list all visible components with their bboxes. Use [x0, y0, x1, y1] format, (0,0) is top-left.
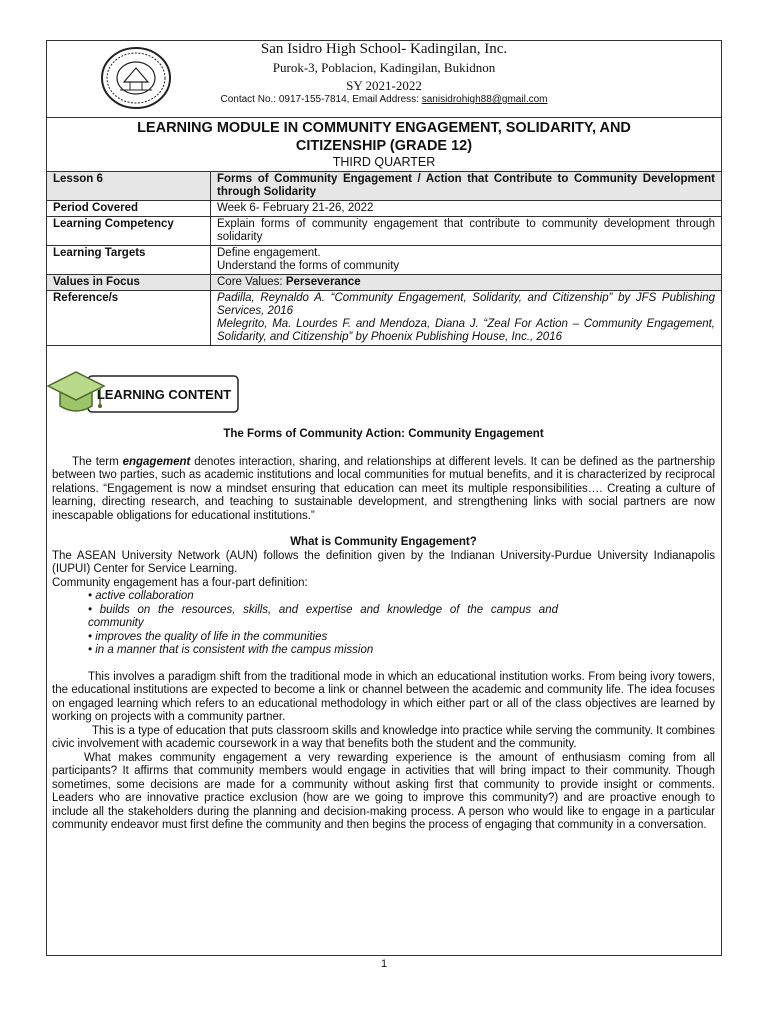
reference-item: Padilla, Reynaldo A. “Community Engagement, Solidarity, and Citizenship” by JFS Publishing Services, 2016	[217, 292, 715, 317]
lesson-label: Lesson 6	[47, 172, 211, 201]
table-row	[47, 291, 722, 346]
table-row	[47, 201, 722, 217]
table-row	[47, 172, 722, 201]
lesson-info-table	[46, 171, 722, 346]
targets-value	[211, 246, 722, 275]
letterhead	[46, 40, 722, 118]
values-value	[211, 275, 722, 291]
reference-label: Reference/s	[47, 291, 211, 346]
paragraph-rewarding: What makes community engagement a very rewarding experience is the amount of enthusiasm coming from all participants? It affirms that community members would engage in activities that will bring impact to their community. Though sometimes, some decisions are made for a community without asking first that community to provide insight or comments. Leaders who are innovative practice exclusion (how are we going to improve this community?) and are proactive enough to include all the stakeholders during the planning and decision-making process. A person who would like to engage in a particular community endeavor must first define the community and then begins the process of engaging that community in a conversation.	[52, 751, 715, 831]
p1-post: denotes interaction, sharing, and relationships at different levels. It can be defined as the partnership between two parties, such as academic institutions and local communities for mutual benefits, and it is characterized by reciprocal relations. “Engagement is now a mindset ensuring that education can meet its multiple responsibilities…. Creating a culture of learning, directing research, and teaching to sustainable development, and strengthening links with social partners are now inescapable obligations for educational institutions.”	[52, 455, 715, 522]
p1-pre: The term	[72, 455, 123, 468]
definition-list	[88, 590, 715, 658]
paragraph-aun: The ASEAN University Network (AUN) follows the definition given by the Indianan University-Purdue University Indianapolis (IUPUI) Center for Service Learning.	[52, 549, 715, 575]
paragraph-paradigm: This involves a paradigm shift from the traditional mode in which an educational institution works. From being ivory towers, the educational institutions are expected to become a link or channel between the academic and community life. The idea focuses on engaged learning which refers to an educational methodology in which either part or all of the class objectives are learned by working on projects with a community partner.	[52, 670, 715, 723]
core-value: Perseverance	[285, 276, 361, 288]
email-link[interactable]: sanisidrohigh88@gmail.com	[421, 94, 548, 105]
table-row	[47, 275, 722, 291]
paragraph-definition-intro: Community engagement has a four-part definition:	[52, 576, 308, 589]
paragraph-engagement	[52, 456, 715, 524]
school-year: SY 2021-2022	[346, 78, 422, 93]
reference-value	[211, 291, 722, 346]
competency-value: Explain forms of community engagement that contribute to community development through solidarity	[211, 217, 722, 246]
engagement-term: engagement	[122, 455, 191, 468]
school-address: Purok-3, Poblacion, Kadingilan, Bukidnon	[272, 60, 496, 75]
module-title: LEARNING MODULE IN COMMUNITY ENGAGEMENT, SOLIDARITY, AND CITIZENSHIP (GRADE 12)	[137, 120, 631, 154]
targets-label: Learning Targets	[47, 246, 211, 275]
target-item: Understand the forms of community	[217, 260, 400, 272]
list-item: • active collaboration	[88, 590, 194, 602]
content-subheading: What is Community Engagement?	[290, 536, 477, 548]
learning-content-label: LEARNING CONTENT	[96, 387, 232, 402]
period-value: Week 6- February 21-26, 2022	[211, 201, 722, 217]
period-label: Period Covered	[47, 201, 211, 217]
lesson-value: Forms of Community Engagement / Action that Contribute to Community Development through Solidarity	[211, 172, 722, 201]
learning-content-body	[52, 428, 715, 833]
values-label: Values in Focus	[47, 275, 211, 291]
table-row	[47, 246, 722, 275]
reference-item: Melegrito, Ma. Lourdes F. and Mendoza, Diana J. “Zeal For Action – Community Engagement, Solidarity, and Citizenship” by Phoenix Publishing House, Inc., 2016	[217, 318, 715, 343]
content-heading: The Forms of Community Action: Community Engagement	[223, 428, 544, 440]
contact-number: Contact No.: 0917-155-7814, Email Address:	[220, 94, 422, 105]
table-row	[47, 217, 722, 246]
quarter-label: THIRD QUARTER	[332, 155, 436, 169]
list-item: • improves the quality of life in the communities	[88, 630, 328, 643]
values-prefix: Core Values:	[217, 276, 286, 288]
paragraph-education-type: This is a type of education that puts classroom skills and knowledge into practice while serving the community. It combines civic involvement with academic coursework in a way that benefits both the student and the community.	[52, 724, 715, 750]
learning-content-badge	[46, 362, 246, 424]
school-name: San Isidro High School- Kadingilan, Inc.	[260, 41, 508, 57]
page-number: 1	[380, 958, 388, 970]
target-item: Define engagement.	[217, 247, 321, 259]
list-item: • builds on the resources, skills, and expertise and knowledge of the campus and community	[88, 603, 558, 629]
competency-label: Learning Competency	[47, 217, 211, 246]
contact-info	[46, 94, 722, 105]
list-item: • in a manner that is consistent with the campus mission	[88, 644, 374, 656]
